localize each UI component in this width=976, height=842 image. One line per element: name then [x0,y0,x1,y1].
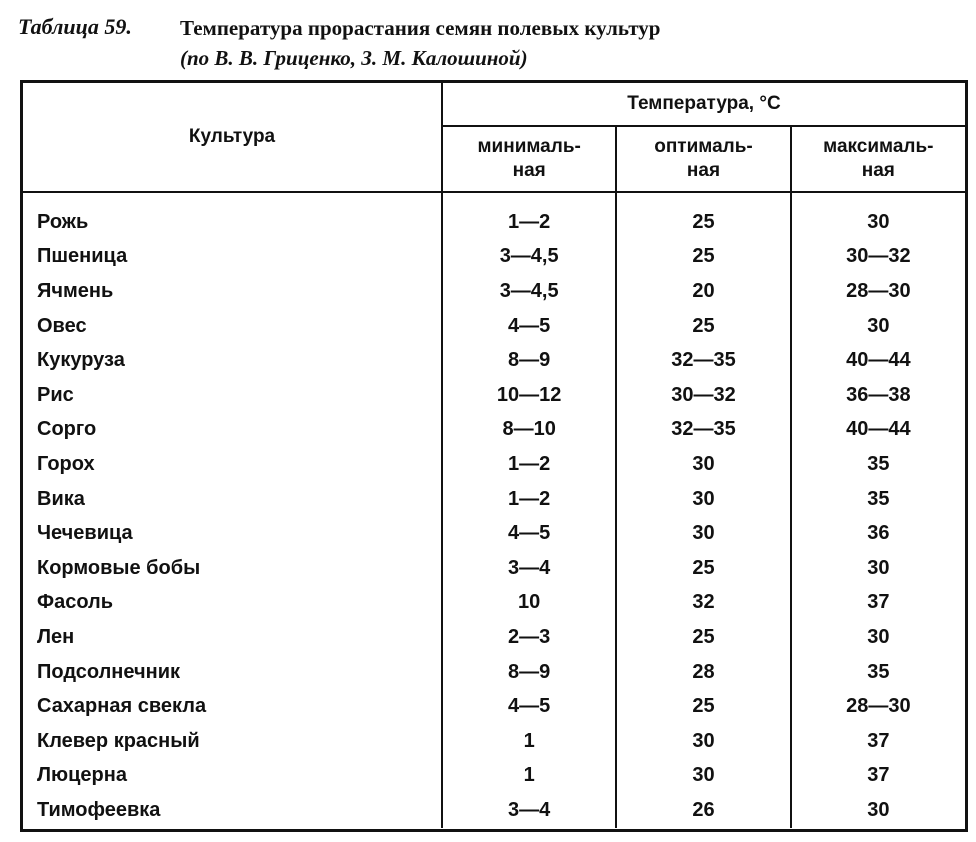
max-temp-cell: 37 [867,591,890,614]
min-temp-cell: 1 [523,729,535,752]
header-culture: Культура [23,83,442,192]
culture-name-cell: Тимофеевка [23,793,442,828]
opt-temp-cell: 25 [616,192,790,240]
max-temp-cell: 30 [867,314,890,337]
min-temp-cell: 1—2 [508,452,551,475]
culture-name-cell: Сахарная свекла [23,689,442,724]
header-max [791,126,965,192]
table-header [23,83,965,192]
table-row [23,620,965,655]
table-row [23,551,965,586]
header-row-top [23,83,965,126]
culture-name-cell: Подсолнечник [23,655,442,690]
max-temp-cell: 30 [867,556,890,579]
culture-name-cell: Кормовые бобы [23,551,442,586]
min-temp-cell: 4—5 [508,522,551,545]
table-row [23,447,965,482]
max-temp-cell: 28—30 [846,695,911,718]
max-temp-cell: 37 [867,764,890,787]
max-temp-cell: 40—44 [846,418,911,441]
min-temp-cell: 1—2 [508,487,551,510]
germination-table [23,83,965,828]
min-temp-cell: 1—2 [508,210,551,233]
table-row [23,378,965,413]
min-temp-cell: 3—4,5 [499,245,559,268]
min-temp-cell: 2—3 [508,625,551,648]
max-temp-cell: 35 [867,452,890,475]
culture-name-cell: Горох [23,447,442,482]
max-temp-cell: 36 [867,522,890,545]
header-max-line1: максималь- [823,136,934,157]
max-temp-cell: 30 [867,798,890,821]
min-temp-cell: 3—4 [508,556,551,579]
culture-name-cell: Ячмень [23,274,442,309]
table-number: Таблица 59. [18,14,132,39]
max-temp-cell: 35 [867,660,890,683]
culture-name-cell: Пшеница [23,240,442,275]
min-temp-cell: 1 [523,764,535,787]
min-temp-cell: 8—9 [508,660,551,683]
table-row [23,482,965,517]
opt-temp-cell: 30 [616,724,790,759]
table-row [23,655,965,690]
opt-temp-cell: 26 [616,793,790,828]
table-subtitle: (по В. В. Гриценко, З. М. Калошиной) [180,46,528,70]
culture-name-cell: Фасоль [23,586,442,621]
table-row [23,274,965,309]
min-temp-cell: 10 [518,591,541,614]
min-temp-cell: 10—12 [496,383,562,406]
opt-temp-cell: 20 [616,274,790,309]
header-min-line1: минималь- [477,136,581,157]
table-row [23,343,965,378]
header-opt [616,126,790,192]
opt-temp-cell: 28 [616,655,790,690]
max-temp-cell: 40—44 [846,349,911,372]
table-row [23,309,965,344]
max-temp-cell: 30 [867,625,890,648]
culture-name-cell: Рожь [23,192,442,240]
opt-temp-cell: 25 [616,620,790,655]
culture-name-cell: Рис [23,378,442,413]
table-body [23,192,965,828]
culture-name-cell: Вика [23,482,442,517]
min-temp-cell: 3—4 [508,798,551,821]
culture-name-cell: Кукуруза [23,343,442,378]
caption-line [18,12,958,42]
table-row [23,586,965,621]
min-temp-cell: 4—5 [508,695,551,718]
min-temp-cell: 8—10 [502,418,556,441]
max-temp-cell: 30—32 [846,245,911,268]
opt-temp-cell: 30 [616,447,790,482]
header-opt-line2: ная [686,160,721,181]
max-temp-cell: 35 [867,487,890,510]
culture-name-cell: Люцерна [23,759,442,794]
table-row [23,413,965,448]
header-min-line2: ная [512,160,546,181]
max-temp-cell: 36—38 [846,383,911,406]
table-row [23,724,965,759]
max-temp-cell: 37 [867,729,890,752]
table-row [23,240,965,275]
max-temp-cell: 28—30 [846,279,911,302]
opt-temp-cell: 25 [616,309,790,344]
header-temperature: Температура, °С [442,83,965,126]
table-row [23,192,965,240]
min-temp-cell: 3—4,5 [499,279,559,302]
opt-temp-cell: 32—35 [616,343,790,378]
opt-temp-cell: 25 [616,240,790,275]
table-row [23,689,965,724]
culture-name-cell: Чечевица [23,516,442,551]
opt-temp-cell: 30 [616,759,790,794]
opt-temp-cell: 30—32 [616,378,790,413]
culture-name-cell: Клевер красный [23,724,442,759]
culture-name-cell: Сорго [23,413,442,448]
min-temp-cell: 8—9 [508,349,551,372]
opt-temp-cell: 30 [616,482,790,517]
header-opt-line1: оптималь- [654,136,753,157]
opt-temp-cell: 32 [616,586,790,621]
table-title: Температура прорастания семян полевых культур [180,16,661,40]
table-row [23,516,965,551]
opt-temp-cell: 25 [616,689,790,724]
opt-temp-cell: 32—35 [616,413,790,448]
culture-name-cell: Овес [23,309,442,344]
min-temp-cell: 4—5 [508,314,551,337]
culture-name-cell: Лен [23,620,442,655]
max-temp-cell: 30 [867,210,890,233]
header-max-line2: ная [861,160,895,181]
table-row [23,793,965,828]
table-row [23,759,965,794]
table-caption [18,12,958,70]
header-min [442,126,616,192]
data-table-frame [20,80,968,832]
opt-temp-cell: 30 [616,516,790,551]
opt-temp-cell: 25 [616,551,790,586]
